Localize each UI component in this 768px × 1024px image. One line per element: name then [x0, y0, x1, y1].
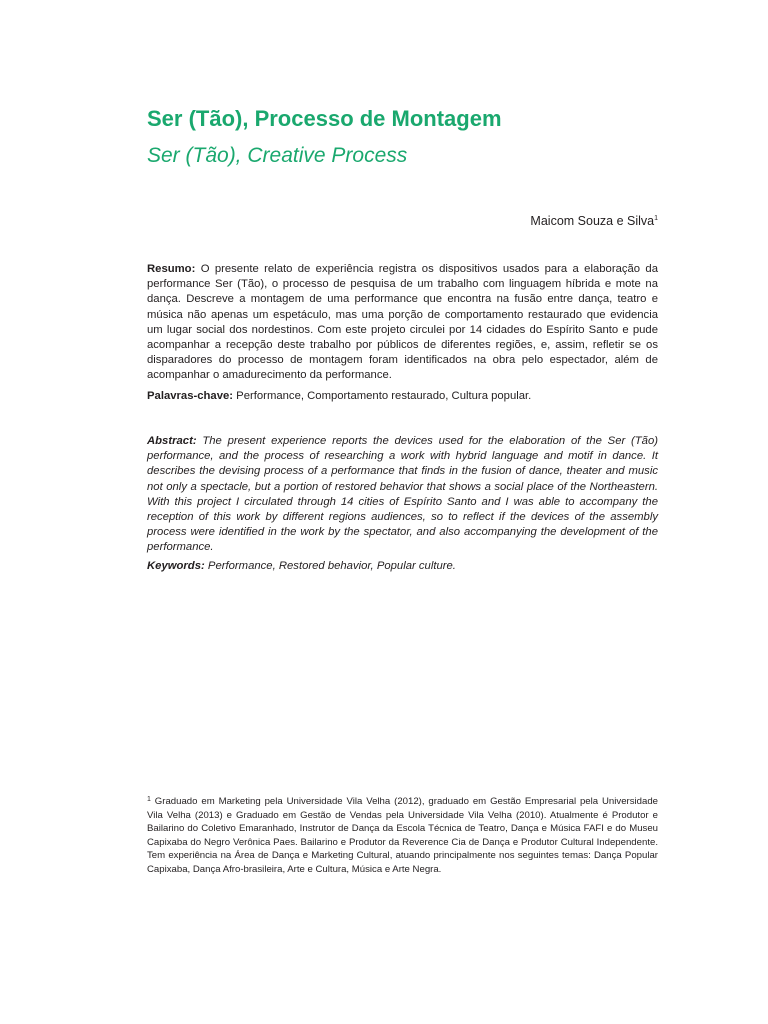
palavras-chave-text: Performance, Comportamento restaurado, Cultura popular.: [233, 390, 532, 402]
palavras-chave-label: Palavras-chave:: [147, 390, 234, 402]
article-page: [147, 0, 658, 1024]
article-subtitle: Ser (Tão), Creative Process: [147, 144, 408, 167]
abstract-label: Abstract:: [147, 435, 197, 447]
footnote-text: Graduado em Marketing pela Universidade Vila Velha (2012), graduado em Gestão Empresarial pela Universidade Vila Velha (2013) e Graduado em Gestão de Vendas pela Universidade Vila Velha (2010). Atualmente é Produtor e Bailarino do Coletivo Emaranhado, Instrutor de Dança da Escola Técnica de Teatro, Dança e Música FAFI e do Museu Capixaba do Negro Verônica Paes. Bailarino e Produtor da Reverence Cia de Dança e Produtor Cultural Independente. Tem experiência na Área de Dança e Marketing Cultural, atuando principalmente nos seguintes temas: Dança Popular Capixaba, Dança Afro-brasileira, Arte e Cultura, Música e Arte Negra.: [147, 796, 658, 875]
author-name: Maicom Souza e Silva: [530, 214, 655, 228]
footnote-mark: 1: [147, 796, 151, 803]
author-line: [530, 210, 658, 230]
footnote: [147, 793, 658, 876]
abstract-paragraph: [147, 434, 658, 556]
resumo-label: Resumo:: [147, 263, 196, 275]
author-footnote-mark: 1: [654, 215, 658, 222]
abstract-text: The present experience reports the devices used for the elaboration of the Ser (Tão) performance, and the process of researching a work with hybrid language and motif in dance. It describes the devising process of a performance that finds in the fusion of dance, theater and music not only a spectacle, but a portion of restored behavior that shows a social place of the Northeastern. With this project I circulated through 14 cities of Espírito Santo and I was able to accompany the reception of this work by different regions audiences, so to reflect if the devices of the assembly process were identified in the work by the spectator, and also accompanying the development of the performance.: [147, 435, 658, 554]
palavras-chave-paragraph: [147, 389, 658, 404]
keywords-label: Keywords:: [147, 560, 205, 572]
resumo-paragraph: [147, 262, 658, 384]
keywords-paragraph: [147, 559, 658, 574]
article-title: Ser (Tão), Processo de Montagem: [147, 106, 502, 131]
resumo-text: O presente relato de experiência registra os dispositivos usados para a elaboração da performance Ser (Tão), o processo de pesquisa de um trabalho com linguagem híbrida e mote na dança. Descreve a montagem de uma performance que encontra na fusão entre dança, teatro e música não apenas um espetáculo, mas uma porção de comportamento restaurado que evidencia um lugar social dos nordestinos. Com este projeto circulei por 14 cidades do Espírito Santo e pude acompanhar a recepção deste trabalho por públicos de diferentes regiões, e, assim, refletir se os disparadores do processo de montagem foram identificados na obra pelo espectador, além de acompanhar o amadurecimento da performance.: [147, 263, 658, 382]
keywords-text: Performance, Restored behavior, Popular culture.: [204, 560, 456, 572]
